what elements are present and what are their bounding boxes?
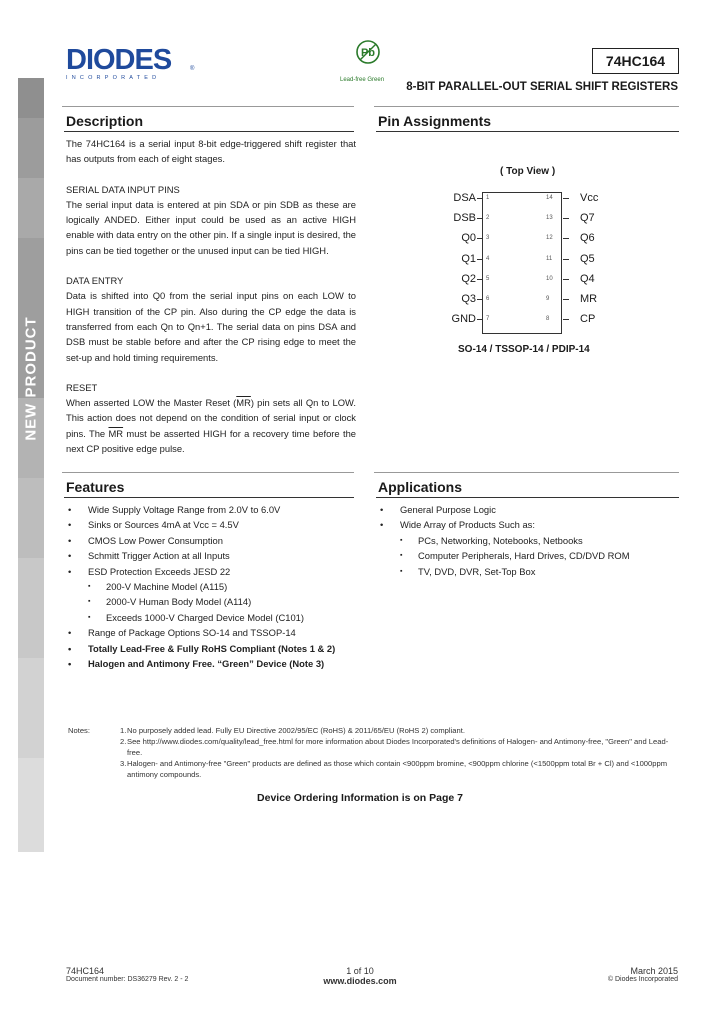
footer-right	[608, 966, 678, 983]
package-label: SO-14 / TSSOP-14 / PDIP-14	[458, 344, 590, 355]
list-item: ▪ 2000-V Human Body Model (A114)	[64, 594, 364, 609]
list-item: • Halogen and Antimony Free. “Green” Device (Note 3)	[64, 656, 364, 671]
data-entry-text: Data is shifted into Q0 from the serial input pins on each LOW to HIGH transition of the CP pin. Also during the CP edge the data is transferred from each Qn to Qn+1. The serial data on pins DSA and DSB must be stable before and after the CP rising edge to meet the set-up and hold timing requirements.	[66, 290, 356, 363]
pin-stub	[563, 299, 569, 300]
list-item: • Schmitt Trigger Action at all Inputs	[64, 548, 364, 563]
pin-number-right: 10	[546, 275, 553, 282]
pin-number-left: 1	[486, 195, 490, 201]
features-heading: Features	[64, 478, 354, 498]
list-item: ▪ TV, DVD, DVR, Set-Top Box	[376, 564, 679, 579]
note-row: 2. See http://www.diodes.com/quality/lead_free.html for more information about Diodes Incorporated's definitions of Halogen- and Antimony-free, "Green" and Lead-free.	[120, 737, 669, 757]
pin-label-right: Q7	[580, 212, 595, 225]
diodes-logo: DIODES INCORPORATED ®	[66, 44, 195, 81]
list-item: ▪ PCs, Networking, Notebooks, Netbooks	[376, 533, 679, 548]
footer-copyright: © Diodes Incorporated	[607, 976, 678, 983]
list-item: • ESD Protection Exceeds JESD 22	[64, 564, 364, 579]
pin-diagram	[446, 164, 616, 354]
part-number-box: 74HC164	[592, 48, 679, 74]
pin-stub	[563, 279, 569, 280]
pin-stub	[477, 299, 483, 300]
lead-free-green-badge: Pb Lead-free Green	[340, 38, 396, 71]
pin-assignments-heading: Pin Assignments	[376, 112, 679, 132]
list-item: • Totally Lead-Free & Fully RoHS Compliant (Notes 1 & 2)	[64, 641, 364, 656]
data-entry-title: DATA ENTRY	[66, 275, 124, 287]
list-item: • Wide Supply Voltage Range from 2.0V to 6.0V	[64, 502, 364, 517]
pin-label-right: Q5	[580, 252, 595, 265]
pin-stub	[563, 259, 569, 260]
description-body	[66, 136, 356, 471]
list-item: ▪ Computer Peripherals, Hard Drives, CD/DVD ROM	[376, 548, 679, 563]
list-item: • General Purpose Logic	[376, 502, 679, 517]
pin-label-left: Q0	[461, 232, 476, 245]
pin-label-left: Q1	[461, 252, 476, 265]
pin-stub	[477, 238, 483, 239]
list-item: • Range of Package Options SO-14 and TSSOP-14	[64, 625, 364, 640]
pin-number-left: 6	[486, 296, 490, 302]
pin-number-left: 3	[486, 235, 490, 242]
pin-number-right: 9	[546, 296, 550, 302]
pin-label-right: Q4	[580, 272, 595, 285]
pin-number-left: 2	[486, 215, 490, 222]
reset-text: When asserted LOW the Master Reset $(\overline{MR})$ pin sets all Qn to LOW. This action does not depend on the condition of serial input or clock pins. The $\overline{MR}$ must be asserted HIGH for a recovery time before the next CP positive edge pulse.	[66, 397, 356, 455]
pin-label-left: DSA	[453, 192, 476, 204]
pin-number-right: 8	[546, 316, 550, 323]
list-item: • Wide Array of Products Such as:	[376, 517, 679, 532]
pin-number-right: 12	[546, 235, 553, 242]
note-row: 3. Halogen- and Antimony-free "Green" products are defined as those which contain <900ppm bromine, <900ppm chlorine (<1500ppm total Br + Cl) and <1000ppm antimony compounds.	[120, 759, 668, 779]
pb-free-icon	[340, 38, 396, 66]
pin-label-left: Q2	[461, 272, 476, 285]
footer-page: 1 of 10	[346, 966, 374, 976]
pin-number-right: 13	[546, 215, 553, 222]
document-title: 8-BIT PARALLEL-OUT SERIAL SHIFT REGISTERS	[406, 81, 678, 93]
features-list	[64, 502, 364, 671]
pin-stub	[477, 259, 483, 260]
list-item: ▪ Exceeds 1000-V Charged Device Model (C101)	[64, 610, 364, 625]
pin-number-right: 11	[546, 255, 553, 262]
pin-stub	[477, 279, 483, 280]
pin-stub	[563, 319, 569, 320]
serial-data-text: The serial input data is entered at pin SDA or pin SDB as these are logically ANDED. Either input could be used as an active HIGH enable with data entry on the other pin. If a single input is desired, the pins can be tied together or the unused input can be tied HIGH.	[66, 198, 356, 256]
pin-label-right: CP	[580, 313, 596, 326]
pin-stub	[563, 218, 569, 219]
applications-heading: Applications	[376, 478, 679, 498]
list-item: • CMOS Low Power Consumption	[64, 533, 364, 548]
pin-label-left: Q3	[461, 293, 476, 305]
pin-stub	[563, 198, 569, 199]
pin-number-left: 4	[486, 255, 490, 262]
description-intro: The 74HC164 is a serial input 8-bit edge-triggered shift register that has outputs from each of eight stages.	[66, 138, 356, 165]
pin-stub	[477, 319, 483, 320]
list-item: • Sinks or Sources 4mA at Vcc = 4.5V	[64, 517, 364, 532]
description-heading: Description	[64, 112, 354, 132]
list-item: ▪ 200-V Machine Model (A115)	[64, 579, 364, 594]
top-view-label: ( Top View )	[500, 166, 556, 177]
footer-date: March 2015	[630, 966, 678, 976]
footer-website[interactable]: www.diodes.com	[323, 976, 397, 986]
svg-text:Pb: Pb	[360, 47, 376, 59]
pin-stub	[563, 238, 569, 239]
pin-label-left: DSB	[453, 212, 476, 225]
pin-number-left: 5	[486, 275, 490, 282]
pin-number-left: 7	[486, 316, 490, 323]
pin-label-right: MR	[580, 293, 598, 305]
pin-stub	[477, 198, 483, 199]
applications-list	[376, 502, 679, 579]
side-band	[18, 78, 44, 852]
pin-stub	[477, 218, 483, 219]
footer-part: 74HC164	[66, 966, 105, 976]
reset-title: RESET	[66, 381, 98, 393]
pin-label-right: Vcc	[580, 192, 599, 204]
footer-doc-number: Document number: DS36279 Rev. 2 - 2	[66, 976, 189, 983]
note-row: Notes: 1. No purposely added lead. Fully EU Directive 2002/95/EC (RoHS) & 2011/65/EU (RoHS 2) compliant.	[68, 726, 465, 735]
ordering-info-note: Device Ordering Information is on Page 7	[257, 792, 463, 804]
serial-data-title: SERIAL DATA INPUT PINS	[66, 183, 180, 195]
pin-number-right: 14	[546, 195, 553, 201]
notes	[68, 725, 678, 780]
pin-label-left: GND	[451, 313, 476, 326]
pin-label-right: Q6	[580, 232, 595, 245]
